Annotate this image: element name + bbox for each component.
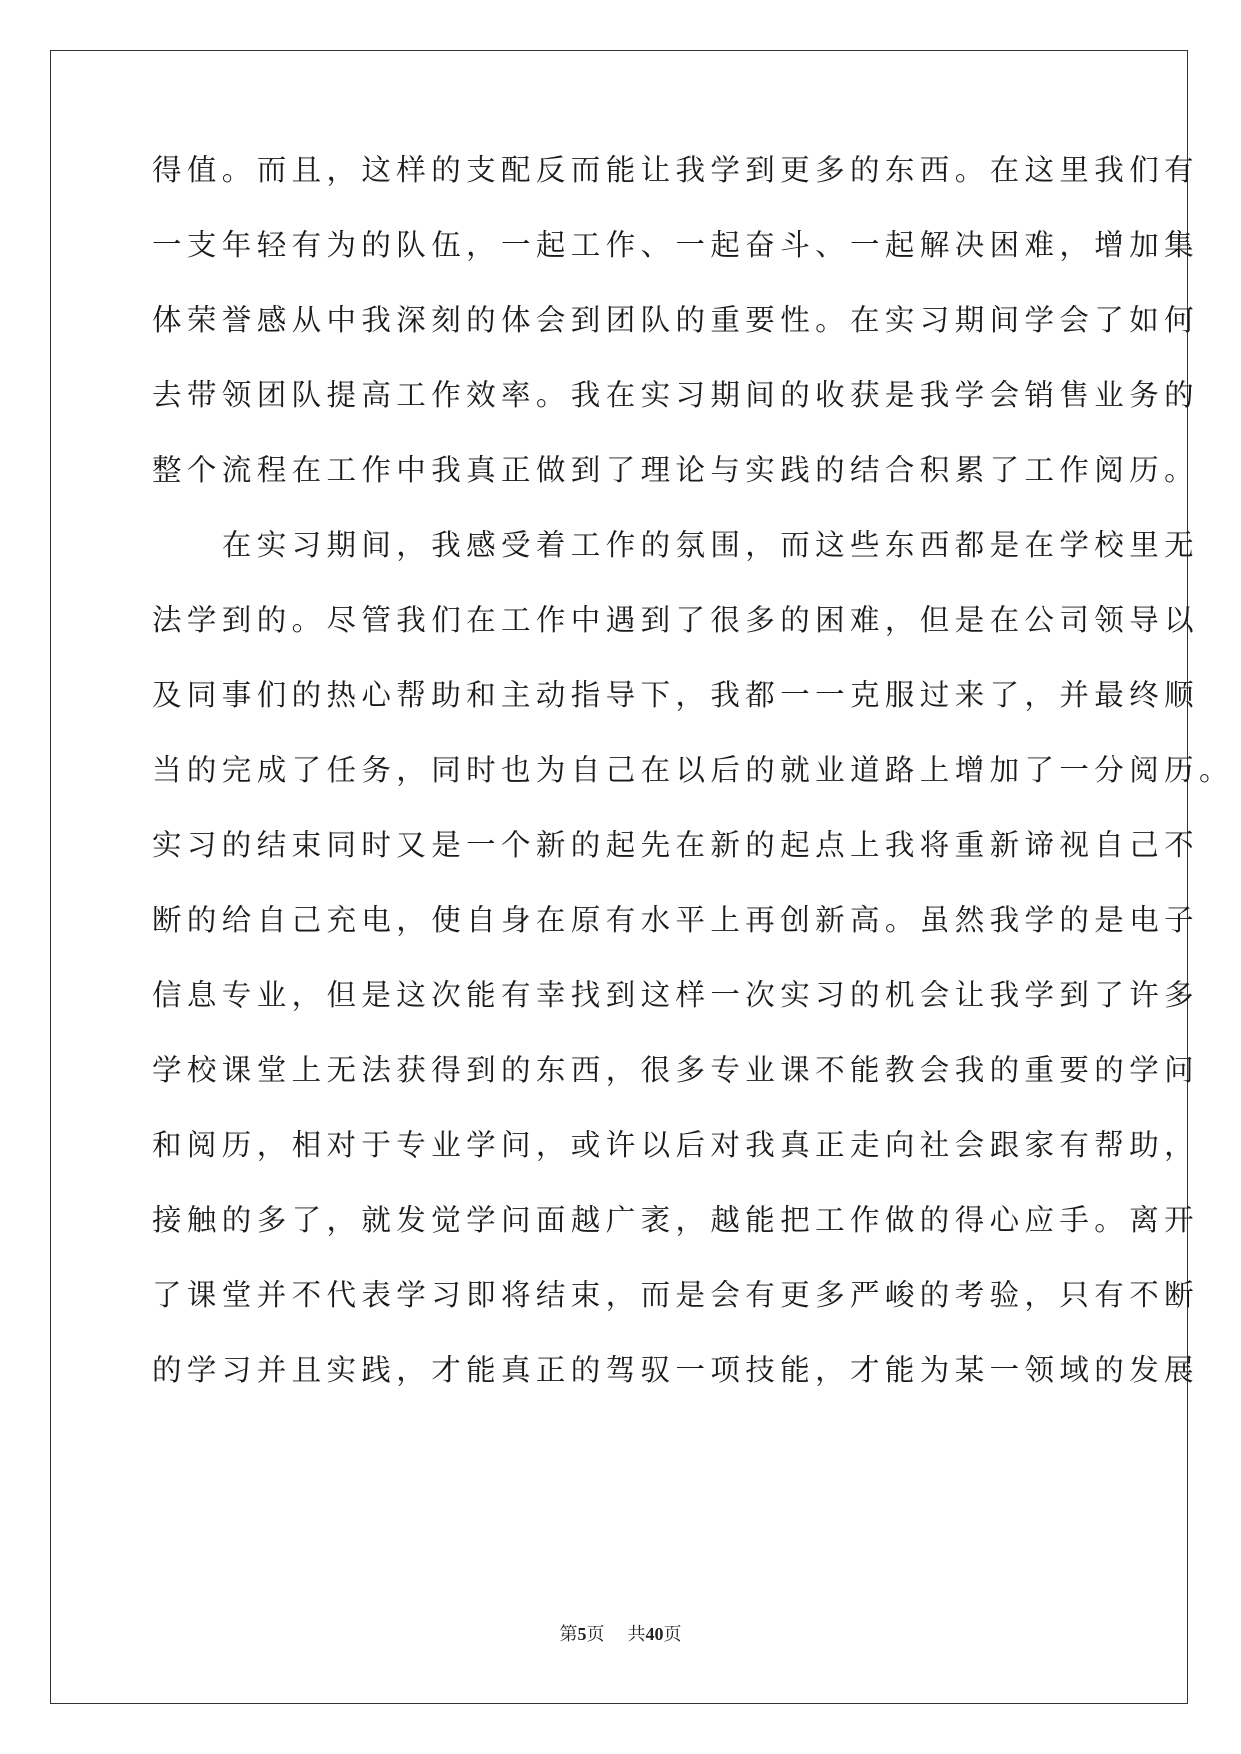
text-line: 法学到的。尽管我们在工作中遇到了很多的困难，但是在公司领导以 <box>152 603 1200 637</box>
text-line: 学校课堂上无法获得到的东西，很多专业课不能教会我的重要的学问 <box>152 1053 1200 1087</box>
text-line: 去带领团队提高工作效率。我在实习期间的收获是我学会销售业务的 <box>152 378 1200 412</box>
total-prefix: 共 <box>627 1624 646 1644</box>
page-prefix: 第 <box>559 1624 578 1644</box>
total-suffix: 页 <box>663 1624 682 1644</box>
text-line: 体荣誉感从中我深刻的体会到团队的重要性。在实习期间学会了如何 <box>152 303 1200 337</box>
text-line: 了课堂并不代表学习即将结束，而是会有更多严峻的考验，只有不断 <box>152 1278 1200 1312</box>
page-current: 5 <box>577 1624 587 1644</box>
page-number <box>560 1624 605 1644</box>
text-line: 断的给自己充电，使自身在原有水平上再创新高。虽然我学的是电子 <box>152 903 1200 937</box>
page-total <box>627 1624 681 1644</box>
text-line: 得值。而且，这样的支配反而能让我学到更多的东西。在这里我们有 <box>152 153 1200 187</box>
text-line: 当的完成了任务，同时也为自己在以后的就业道路上增加了一分阅历。 <box>152 753 1234 787</box>
paragraph-start-line: 在实习期间，我感受着工作的氛围，而这些东西都是在学校里无 <box>152 528 1200 562</box>
total-count: 40 <box>645 1624 664 1644</box>
page-footer <box>0 1622 1241 1647</box>
text-line: 接触的多了，就发觉学问面越广袤，越能把工作做的得心应手。离开 <box>152 1203 1200 1237</box>
text-line: 一支年轻有为的队伍，一起工作、一起奋斗、一起解决困难，增加集 <box>152 228 1200 262</box>
text-line: 的学习并且实践，才能真正的驾驭一项技能，才能为某一领域的发展 <box>152 1353 1200 1387</box>
text-line: 整个流程在工作中我真正做到了理论与实践的结合积累了工作阅历。 <box>152 453 1200 487</box>
page-suffix: 页 <box>586 1624 605 1644</box>
text-line: 实习的结束同时又是一个新的起先在新的起点上我将重新谛视自己不 <box>152 828 1200 862</box>
page-border <box>50 50 1234 1704</box>
text-line: 信息专业，但是这次能有幸找到这样一次实习的机会让我学到了许多 <box>152 978 1200 1012</box>
text-line: 及同事们的热心帮助和主动指导下，我都一一克服过来了，并最终顺 <box>152 678 1200 712</box>
text-line: 和阅历，相对于专业学问，或许以后对我真正走向社会跟家有帮助， <box>152 1128 1200 1162</box>
